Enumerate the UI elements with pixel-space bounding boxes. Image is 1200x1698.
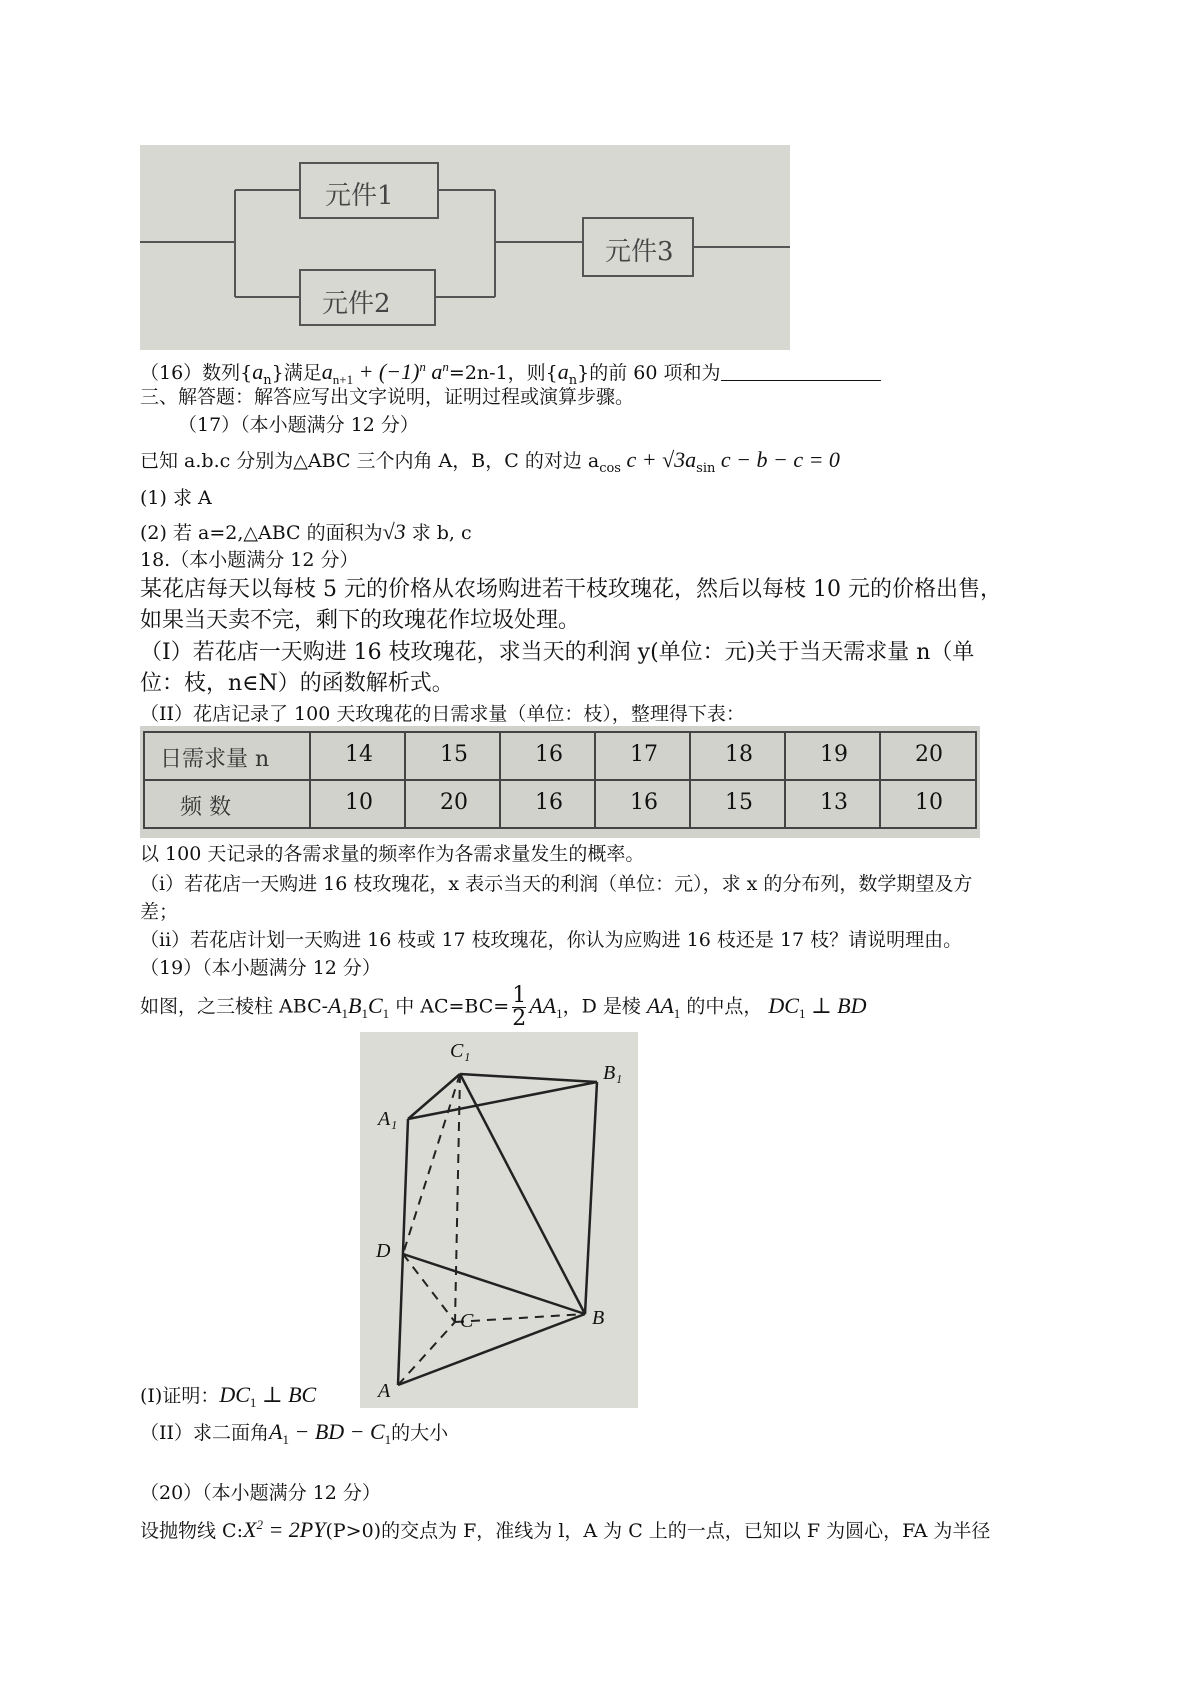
- q17-heading: （17）（本小题满分 12 分）: [178, 414, 419, 436]
- table-cell: 19: [820, 742, 848, 767]
- q19-heading: （19）（本小题满分 12 分）: [140, 957, 381, 979]
- vertex-label-c1: C₁: [450, 1040, 471, 1062]
- component-3-label: 元件3: [605, 237, 674, 267]
- vertex-label-c: C: [460, 1310, 474, 1332]
- question-16: （16）数列$\{a_n\}$满足$a_{n+1} + (-1)^n$ $a^n=2n-1$，则$\{a_n\}$的前 60 项和为: [140, 355, 881, 393]
- edge-b1-b: [585, 1082, 597, 1314]
- q17-stem: 已知 a.b.c 分别为△ABC 三个内角 A，B，C 的对边 $a_{cos}$ $c + √3a_{sin}$ c − b − c = 0: [140, 447, 840, 476]
- vertex-label-b1: B₁: [603, 1062, 623, 1084]
- prism-diagram: [360, 1032, 638, 1408]
- q20-stem: 设抛物线 $C:X^2 = 2PY(P>0)$的交点为 F，准线为 l，A 为 C 上的一点，已知以 F 为圆心，FA 为半径: [140, 1517, 991, 1542]
- q18-part-2: （ⅠⅠ）花店记录了 100 天玫瑰花的日需求量（单位：枝），整理得下表：: [140, 703, 745, 725]
- edge-a1-a: [398, 1119, 408, 1385]
- circuit-svg: [140, 145, 790, 350]
- demand-table: [140, 726, 980, 838]
- table-cell: 16: [535, 742, 563, 767]
- vertex-label-a: A: [378, 1380, 391, 1402]
- table-cell: 16: [630, 790, 658, 815]
- table-cell: 15: [440, 742, 468, 767]
- q18-line-2: 如果当天卖不完，剩下的玫瑰花作垃圾处理。: [140, 608, 581, 633]
- table-cell: 14: [345, 742, 373, 767]
- vertex-label-a1: A₁: [378, 1108, 398, 1130]
- vertex-label-d: D: [376, 1240, 391, 1262]
- component-2-label: 元件2: [322, 289, 391, 319]
- table-cell: 10: [915, 790, 943, 815]
- q18-heading: 18.（本小题满分 12 分）: [140, 549, 359, 571]
- edge-a-c: [398, 1322, 455, 1385]
- table-cell: 17: [630, 742, 658, 767]
- q18-line-1: 某花店每天以每枝 5 元的价格从农场购进若干枝玫瑰花，然后以每枝 10 元的价格出售，: [140, 577, 1002, 602]
- edge-a-b: [398, 1314, 585, 1385]
- table-header-frequency: 频 数: [180, 795, 231, 820]
- table-cell: 16: [535, 790, 563, 815]
- table-cell: 20: [440, 790, 468, 815]
- edge-d-c: [403, 1254, 455, 1322]
- q20-heading: （20）（本小题满分 12 分）: [140, 1482, 381, 1504]
- edge-a1-b1: [408, 1082, 597, 1119]
- q19-part-1: (Ⅰ)证明：$DC_1$ ⊥ BC: [140, 1382, 317, 1410]
- circuit-diagram: [140, 145, 790, 350]
- vertex-label-b: B: [592, 1307, 605, 1329]
- edge-c1-b1: [460, 1074, 597, 1082]
- q18-sub-i-cont: 差；: [140, 901, 179, 923]
- q18-sub-i: （i）若花店一天购进 16 枝玫瑰花，x 表示当天的利润（单位：元），求 x 的分布列，数学期望及方: [140, 873, 973, 895]
- table-cell: 10: [345, 790, 373, 815]
- q19-stem: 如图，之三棱柱 ABC-$A_1B_1C_1$ 中 AC=BC= $\frac{1}{2}$ $AA_1$，D 是棱 $AA_1$ 的中点， $DC_1$ ⊥ BD: [140, 983, 867, 1031]
- answer-blank[interactable]: [721, 362, 881, 381]
- q18-part-1: （Ⅰ）若花店一天购进 16 枝玫瑰花，求当天的利润 y(单位：元)关于当天需求量 n（单: [140, 640, 975, 665]
- section-3-title: 三、解答题：解答应写出文字说明，证明过程或演算步骤。: [140, 386, 635, 408]
- table-header-demand: 日需求量 n: [160, 747, 270, 772]
- q18-part-1-cont: 位：枝，n∈N）的函数解析式。: [140, 671, 454, 696]
- q19-part-2: （ⅠⅠ）求二面角$A_1$ − BD − $C_1$的大小: [140, 1419, 449, 1447]
- q18-sub-ii: （ii）若花店计划一天购进 16 枝或 17 枝玫瑰花，你认为应购进 16 枝还是 17 枝？请说明理由。: [140, 929, 963, 951]
- edge-c1-d: [403, 1074, 460, 1254]
- edge-c1-c: [455, 1074, 460, 1322]
- table-cell: 20: [915, 742, 943, 767]
- prism-svg: [360, 1032, 638, 1408]
- table-cell: 18: [725, 742, 753, 767]
- q17-part-1: (1) 求 A: [140, 487, 212, 509]
- component-1-label: 元件1: [325, 181, 394, 211]
- q17-part-2: (2) 若 a=2,△ABC 的面积为√3 求 b, c: [140, 519, 472, 544]
- q18-line-6: 以 100 天记录的各需求量的频率作为各需求量发生的概率。: [140, 843, 645, 865]
- table-cell: 13: [820, 790, 848, 815]
- table-cell: 15: [725, 790, 753, 815]
